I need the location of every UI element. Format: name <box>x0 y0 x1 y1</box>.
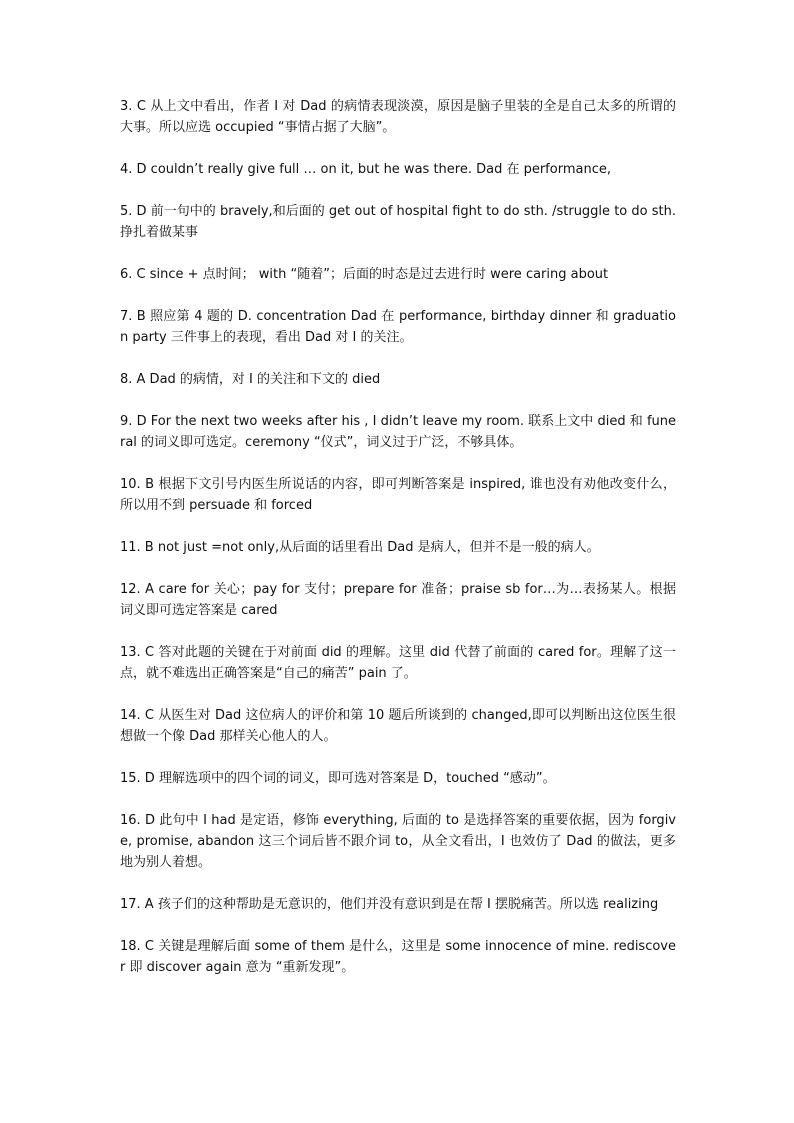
answer-14: 14. C 从医生对 Dad 这位病人的评价和第 10 题后所谈到的 changed,即可以判断出这位医生很想做一个像 Dad 那样关心他人的人。 <box>120 708 676 744</box>
answer-9: 9. D For the next two weeks after his , I didn’t leave my room. 联系上文中 died 和 funeral 的词义即可选定。ceremony “仪式”，词义过于广泛，不够具体。 <box>120 414 676 450</box>
answer-7: 7. B 照应第 4 题的 D. concentration Dad 在 performance, birthday dinner 和 graduation party 三件事上的表现，看出 Dad 对 I 的关注。 <box>120 309 676 345</box>
answer-18: 18. C 关键是理解后面 some of them 是什么，这里是 some innocence of mine. rediscover 即 discover again 意为 “重新发现”。 <box>120 939 676 975</box>
answer-5: 5. D 前一句中的 bravely,和后面的 get out of hospital fight to do sth. /struggle to do sth. 挣扎着做某事 <box>120 204 676 240</box>
answer-15: 15. D 理解选项中的四个词的词义，即可选对答案是 D，touched “感动”。 <box>120 771 556 786</box>
answer-3: 3. C 从上文中看出，作者 I 对 Dad 的病情表现淡漠，原因是脑子里装的全是自己太多的所谓的大事。所以应选 occupied “事情占据了大脑”。 <box>120 99 676 135</box>
answer-4: 4. D couldn’t really give full … on it, but he was there. Dad 在 performance, <box>120 162 611 177</box>
answer-6: 6. C since + 点时间； with “随着”；后面的时态是过去进行时 were caring about <box>120 267 609 282</box>
answer-16: 16. D 此句中 I had 是定语，修饰 everything, 后面的 to 是选择答案的重要依据，因为 forgive, promise, abandon 这三个词后皆不跟介词 to，从全文看出，I 也效仿了 Dad 的做法，更多地为别人着想。 <box>120 813 676 870</box>
answer-12: 12. A care for 关心；pay for 支付；prepare for 准备；praise sb for…为…表扬某人。根据词义即可选定答案是 cared <box>120 582 676 618</box>
answer-8: 8. A Dad 的病情，对 I 的关注和下文的 died <box>120 372 381 387</box>
answer-17: 17. A 孩子们的这种帮助是无意识的，他们并没有意识到是在帮 I 摆脱痛苦。所以选 realizing <box>120 897 659 912</box>
answer-10: 10. B 根据下文引号内医生所说话的内容，即可判断答案是 inspired, 谁也没有劝他改变什么，所以用不到 persuade 和 forced <box>120 477 676 513</box>
answer-11: 11. B not just =not only,从后面的话里看出 Dad 是病人，但并不是一般的病人。 <box>120 540 600 555</box>
answer-explanations <box>120 96 676 999</box>
answer-13: 13. C 答对此题的关键在于对前面 did 的理解。这里 did 代替了前面的 cared for。理解了这一点，就不难选出正确答案是“自己的痛苦” pain 了。 <box>120 645 676 681</box>
